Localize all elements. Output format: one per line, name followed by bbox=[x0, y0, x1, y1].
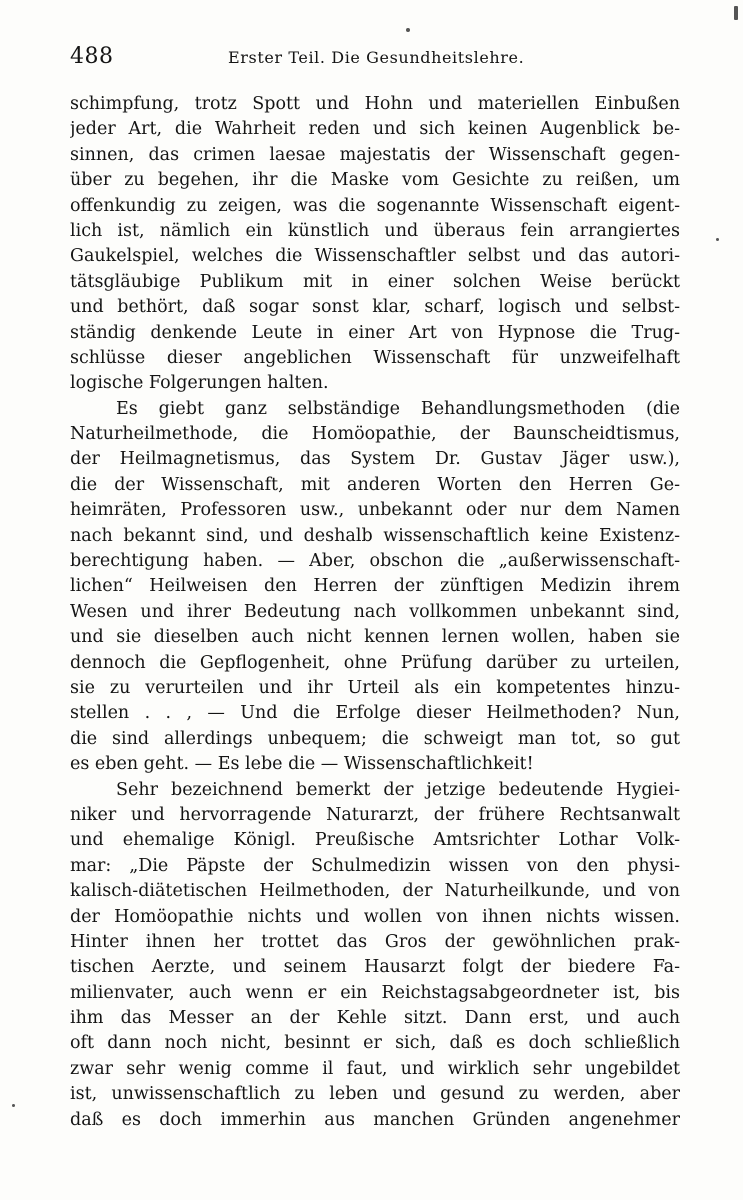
text-line: der Heilmagnetismus, das System Dr. Gustav Jäger usw.), bbox=[70, 449, 680, 470]
text-line: jeder Art, die Wahrheit reden und sich keinen Augenblick be- bbox=[70, 119, 680, 140]
text-line: daß es doch immerhin aus manchen Gründen angenehmer bbox=[70, 1109, 680, 1130]
text-line: schimpfung, trotz Spott und Hohn und materiellen Einbußen bbox=[70, 94, 680, 114]
print-speck bbox=[716, 238, 719, 241]
text-line: kalisch-diätetischen Heilmethoden, der Naturheilkunde, und von bbox=[70, 881, 680, 902]
text-line: über zu begehen, ihr die Maske vom Gesichte zu reißen, um bbox=[70, 170, 680, 191]
paragraph-start-line: Sehr bezeichnend bemerkt der jetzige bedeutende Hygiei- bbox=[116, 779, 680, 800]
text-line: und bethört, daß sogar sonst klar, scharf, logisch und selbst- bbox=[70, 297, 680, 318]
print-speck bbox=[12, 1104, 15, 1107]
text-line: berechtigung haben. — Aber, obschon die „außerwissenschaft- bbox=[70, 551, 680, 572]
text-line: tätsgläubige Publikum mit in einer solchen Weise berückt bbox=[70, 271, 680, 292]
text-line: und ehemalige Königl. Preußische Amtsrichter Lothar Volk- bbox=[70, 830, 680, 851]
paragraph-start-line: Es giebt ganz selbständige Behandlungsmethoden (die bbox=[116, 398, 680, 419]
text-line: Gaukelspiel, welches die Wissenschaftler selbst und das autori- bbox=[70, 246, 680, 267]
text-line: dennoch die Gepflogenheit, ohne Prüfung darüber zu urteilen, bbox=[70, 652, 680, 673]
text-line: nach bekannt sind, und deshalb wissenschaftlich keine Existenz- bbox=[70, 525, 680, 546]
text-line: milienvater, auch wenn er ein Reichstagsabgeordneter ist, bis bbox=[70, 982, 680, 1003]
text-line: die sind allerdings unbequem; die schweigt man tot, so gut bbox=[70, 728, 680, 749]
text-line: sinnen, das crimen laesae majestatis der Wissenschaft gegen- bbox=[70, 144, 680, 165]
text-line: sie zu verurteilen und ihr Urteil als ein kompetentes hinzu- bbox=[70, 677, 680, 698]
text-line: ständig denkende Leute in einer Art von Hypnose die Trug- bbox=[70, 322, 680, 343]
text-line: heimräten, Professoren usw., unbekannt oder nur dem Namen bbox=[70, 500, 680, 521]
text-line: tischen Aerzte, und seinem Hausarzt folgt der biedere Fa- bbox=[70, 957, 680, 978]
running-head: Erster Teil. Die Gesundheitslehre. bbox=[228, 48, 525, 67]
text-line: lichen“ Heilweisen den Herren der zünftigen Medizin ihrem bbox=[70, 576, 680, 597]
text-line: ist, unwissenschaftlich zu leben und gesund zu werden, aber bbox=[70, 1084, 680, 1105]
print-speck bbox=[734, 6, 738, 20]
text-line: Wesen und ihrer Bedeutung nach vollkommen unbekannt sind, bbox=[70, 601, 680, 622]
text-line: lich ist, nämlich ein künstlich und überaus fein arrangiertes bbox=[70, 220, 680, 241]
text-line: und sie dieselben auch nicht kennen lernen wollen, haben sie bbox=[70, 627, 680, 648]
text-line: ihm das Messer an der Kehle sitzt. Dann erst, und auch bbox=[70, 1008, 680, 1029]
text-line: niker und hervorragende Naturarzt, der frühere Rechtsanwalt bbox=[70, 804, 680, 825]
text-line: zwar sehr wenig comme il faut, und wirklich sehr ungebildet bbox=[70, 1058, 680, 1079]
text-line: Hinter ihnen her trottet das Gros der gewöhnlichen prak- bbox=[70, 931, 680, 952]
text-line: mar: „Die Päpste der Schulmedizin wissen von den physi- bbox=[70, 855, 680, 876]
text-line: der Homöopathie nichts und wollen von ihnen nichts wissen. bbox=[70, 906, 680, 927]
text-line: stellen . . , — Und die Erfolge dieser Heilmethoden? Nun, bbox=[70, 703, 680, 724]
text-line: Naturheilmethode, die Homöopathie, der Baunscheidtismus, bbox=[70, 424, 680, 445]
page-header bbox=[70, 44, 680, 78]
text-line: es eben geht. — Es lebe die — Wissenschaftlichkeit! bbox=[70, 754, 534, 775]
text-line: die der Wissenschaft, mit anderen Worten den Herren Ge- bbox=[70, 474, 680, 495]
text-line: logische Folgerungen halten. bbox=[70, 373, 329, 394]
text-line: offenkundig zu zeigen, was die sogenannte Wissenschaft eigent- bbox=[70, 195, 680, 216]
page-number: 488 bbox=[70, 44, 114, 69]
body-text bbox=[70, 92, 680, 1133]
text-line: oft dann noch nicht, besinnt er sich, daß es doch schließlich bbox=[70, 1033, 680, 1054]
text-line: schlüsse dieser angeblichen Wissenschaft für unzweifelhaft bbox=[70, 347, 680, 368]
print-speck bbox=[406, 28, 410, 32]
